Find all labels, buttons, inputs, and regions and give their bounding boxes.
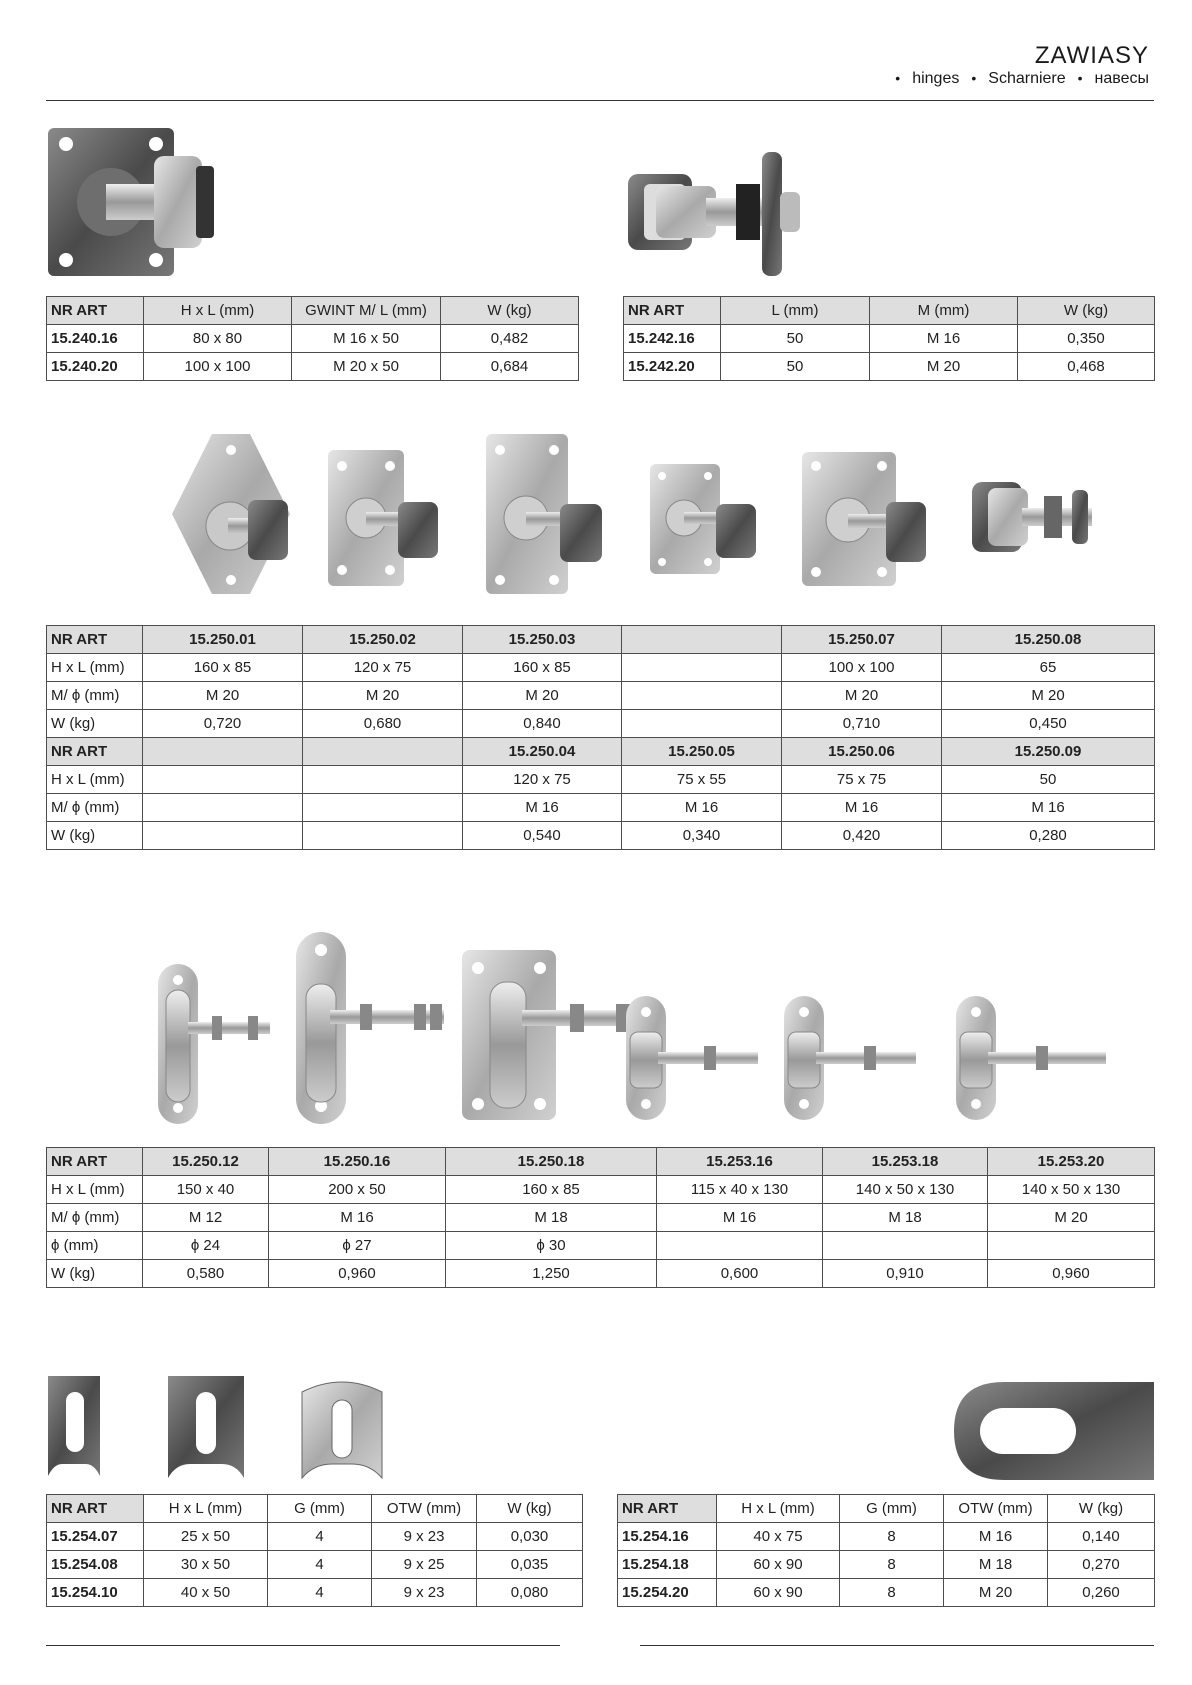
bullet: • [971,70,977,86]
hinge-bolt-nut-image [626,150,806,280]
table-cell: M 20 [988,1204,1155,1232]
table-cell: 0,420 [782,822,942,850]
table-cell: 4 [268,1551,372,1579]
table-row [47,654,1155,682]
table-cell: M 20 [870,353,1018,381]
table-cell: 0,960 [269,1260,446,1288]
spec-table-15-250-straps [46,1147,1155,1288]
header-cell: 15.250.08 [942,626,1155,654]
table-cell: 4 [268,1523,372,1551]
article-number: 15.240.16 [47,325,144,353]
table-cell: 50 [721,353,870,381]
table-cell: 0,720 [143,710,303,738]
table-cell: 9 x 25 [372,1551,477,1579]
table-cell: 100 x 100 [782,654,942,682]
table-row [47,822,1155,850]
header-cell: W (kg) [477,1495,583,1523]
table-cell: M 16 [463,794,622,822]
row-label: W (kg) [47,822,143,850]
hinge-plate-square-image [46,126,216,278]
table-cell: 0,482 [441,325,579,353]
table-cell: 160 x 85 [463,654,622,682]
table-cell: 140 x 50 x 130 [823,1176,988,1204]
header-cell: OTW (mm) [944,1495,1048,1523]
table-cell: M 20 [463,682,622,710]
header-cell: 15.253.20 [988,1148,1155,1176]
header-cell: NR ART [47,1148,143,1176]
table-cell [622,710,782,738]
spec-table-15-250 [46,625,1155,850]
table-cell: M 16 [657,1204,823,1232]
table-cell: 200 x 50 [269,1176,446,1204]
subtitle-en: hinges [912,70,960,87]
header-cell: 15.253.16 [657,1148,823,1176]
table-row [47,710,1155,738]
table-cell: 150 x 40 [143,1176,269,1204]
table-cell: 0,080 [477,1579,583,1607]
table-cell: M 20 [143,682,303,710]
page-title: ZAWIASY [1034,42,1149,69]
header-cell: G (mm) [840,1495,944,1523]
header-cell: L (mm) [721,297,870,325]
table-cell: 0,340 [622,822,782,850]
spec-table-15-254-small [46,1494,583,1607]
table-cell [303,766,463,794]
header-cell: W (kg) [1048,1495,1155,1523]
table-cell: M 12 [143,1204,269,1232]
table-cell: M 16 [942,794,1155,822]
table-cell: 140 x 50 x 130 [988,1176,1155,1204]
table-row [47,682,1155,710]
table-cell: 0,140 [1048,1523,1155,1551]
table-cell: 0,680 [303,710,463,738]
table-row [47,1523,583,1551]
row-label: H x L (mm) [47,654,143,682]
table-cell: M 16 [782,794,942,822]
weld-tabs-image [46,1372,416,1484]
row-label: W (kg) [47,1260,143,1288]
table-row [47,1551,583,1579]
table-cell: M 20 [944,1579,1048,1607]
table-cell: 0,280 [942,822,1155,850]
table-cell: 75 x 55 [622,766,782,794]
table-cell [622,654,782,682]
table-row [624,325,1155,353]
table-cell: 65 [942,654,1155,682]
table-cell: 0,910 [823,1260,988,1288]
row-label: M/ ϕ (mm) [47,682,143,710]
table-cell: 0,450 [942,710,1155,738]
weld-tab-oval-image [950,1378,1156,1486]
article-number: 15.254.07 [47,1523,144,1551]
table-cell: 0,468 [1018,353,1155,381]
header-cell: NR ART [624,297,721,325]
header-cell: 15.250.03 [463,626,622,654]
table-header-row [47,738,1155,766]
table-row [47,1204,1155,1232]
table-cell: 9 x 23 [372,1523,477,1551]
header-cell: NR ART [47,738,143,766]
header-cell: 15.250.04 [463,738,622,766]
table-cell [303,794,463,822]
table-cell: 0,035 [477,1551,583,1579]
table-row [618,1551,1155,1579]
table-cell: 60 x 90 [717,1551,840,1579]
hinge-plates-row-image [172,430,1152,598]
header-cell: G (mm) [268,1495,372,1523]
header-cell: H x L (mm) [717,1495,840,1523]
table-header-row [47,1148,1155,1176]
table-cell: 0,684 [441,353,579,381]
article-number: 15.240.20 [47,353,144,381]
table-cell: ϕ 27 [269,1232,446,1260]
table-cell: 8 [840,1551,944,1579]
header-cell: 15.250.09 [942,738,1155,766]
header-cell: NR ART [618,1495,717,1523]
header-cell: 15.250.12 [143,1148,269,1176]
header-cell: W (kg) [441,297,579,325]
bullet: • [1077,70,1083,86]
header-cell: 15.250.16 [269,1148,446,1176]
table-cell: 4 [268,1579,372,1607]
table-row [618,1579,1155,1607]
article-number: 15.254.16 [618,1523,717,1551]
spec-table-15-240 [46,296,579,381]
subtitle-de: Scharniere [988,70,1066,87]
header-rule [46,100,1154,101]
table-cell: 0,710 [782,710,942,738]
table-cell [303,822,463,850]
table-cell: M 20 [782,682,942,710]
table-cell: 1,250 [446,1260,657,1288]
table-cell [143,822,303,850]
table-cell: 8 [840,1579,944,1607]
table-header-row [624,297,1155,325]
table-cell [143,766,303,794]
table-cell: M 20 x 50 [292,353,441,381]
table-cell: M 18 [446,1204,657,1232]
table-cell: 0,600 [657,1260,823,1288]
header-cell: OTW (mm) [372,1495,477,1523]
table-cell: M 16 [622,794,782,822]
table-cell: 25 x 50 [144,1523,268,1551]
table-cell: 75 x 75 [782,766,942,794]
header-cell: 15.253.18 [823,1148,988,1176]
table-cell: M 16 [870,325,1018,353]
header-cell [303,738,463,766]
table-cell: 120 x 75 [463,766,622,794]
article-number: 15.254.10 [47,1579,144,1607]
table-cell: 40 x 75 [717,1523,840,1551]
table-cell: 8 [840,1523,944,1551]
footer-rule-left [46,1645,560,1646]
header-cell: 15.250.02 [303,626,463,654]
table-cell: M 16 [269,1204,446,1232]
table-row [47,1232,1155,1260]
table-cell: 0,260 [1048,1579,1155,1607]
table-cell: 9 x 23 [372,1579,477,1607]
article-number: 15.242.20 [624,353,721,381]
header-cell: NR ART [47,626,143,654]
table-cell: 115 x 40 x 130 [657,1176,823,1204]
article-number: 15.242.16 [624,325,721,353]
table-header-row [47,626,1155,654]
table-cell: M 16 [944,1523,1048,1551]
table-cell [622,682,782,710]
table-header-row [47,1495,583,1523]
hinge-straps-row-image [148,928,1156,1128]
table-cell [143,794,303,822]
table-cell: ϕ 30 [446,1232,657,1260]
table-cell: 100 x 100 [144,353,292,381]
table-cell: 0,840 [463,710,622,738]
table-cell: 0,580 [143,1260,269,1288]
header-cell: 15.250.01 [143,626,303,654]
row-label: H x L (mm) [47,1176,143,1204]
table-cell: 120 x 75 [303,654,463,682]
header-cell: GWINT M/ L (mm) [292,297,441,325]
bullet: • [895,70,901,86]
header-cell [143,738,303,766]
table-cell [657,1232,823,1260]
article-number: 15.254.18 [618,1551,717,1579]
table-cell: 40 x 50 [144,1579,268,1607]
subtitle-ru: навесы [1094,70,1149,87]
table-cell [988,1232,1155,1260]
header-cell: 15.250.05 [622,738,782,766]
table-cell: 0,960 [988,1260,1155,1288]
table-row [47,1260,1155,1288]
table-row [47,1176,1155,1204]
table-cell: 160 x 85 [143,654,303,682]
table-header-row [618,1495,1155,1523]
table-cell: 0,030 [477,1523,583,1551]
table-row [47,794,1155,822]
table-cell: 0,350 [1018,325,1155,353]
footer-rule-right [640,1645,1154,1646]
table-row [47,766,1155,794]
table-cell: M 18 [944,1551,1048,1579]
row-label: M/ ϕ (mm) [47,794,143,822]
article-number: 15.254.20 [618,1579,717,1607]
table-cell: ϕ 24 [143,1232,269,1260]
header-cell: 15.250.06 [782,738,942,766]
row-label: H x L (mm) [47,766,143,794]
table-cell: 80 x 80 [144,325,292,353]
table-cell: 160 x 85 [446,1176,657,1204]
spec-table-15-242 [623,296,1155,381]
table-row [47,325,579,353]
header-cell: 15.250.18 [446,1148,657,1176]
table-cell: M 16 x 50 [292,325,441,353]
header-cell: H x L (mm) [144,297,292,325]
row-label: ϕ (mm) [47,1232,143,1260]
table-header-row [47,297,579,325]
header-cell [622,626,782,654]
table-cell: 0,270 [1048,1551,1155,1579]
table-cell: 0,540 [463,822,622,850]
header-cell: H x L (mm) [144,1495,268,1523]
header-cell: 15.250.07 [782,626,942,654]
row-label: W (kg) [47,710,143,738]
header-cell: NR ART [47,297,144,325]
table-row [618,1523,1155,1551]
header-cell: NR ART [47,1495,144,1523]
row-label: M/ ϕ (mm) [47,1204,143,1232]
table-cell: 60 x 90 [717,1579,840,1607]
table-cell: 30 x 50 [144,1551,268,1579]
table-row [624,353,1155,381]
table-row [47,1579,583,1607]
spec-table-15-254-large [617,1494,1155,1607]
table-row [47,353,579,381]
page-subtitle [895,70,1149,88]
header-cell: W (kg) [1018,297,1155,325]
table-cell: M 20 [942,682,1155,710]
table-cell: 50 [721,325,870,353]
header-cell: M (mm) [870,297,1018,325]
table-cell [823,1232,988,1260]
article-number: 15.254.08 [47,1551,144,1579]
table-cell: M 20 [303,682,463,710]
table-cell: M 18 [823,1204,988,1232]
table-cell: 50 [942,766,1155,794]
